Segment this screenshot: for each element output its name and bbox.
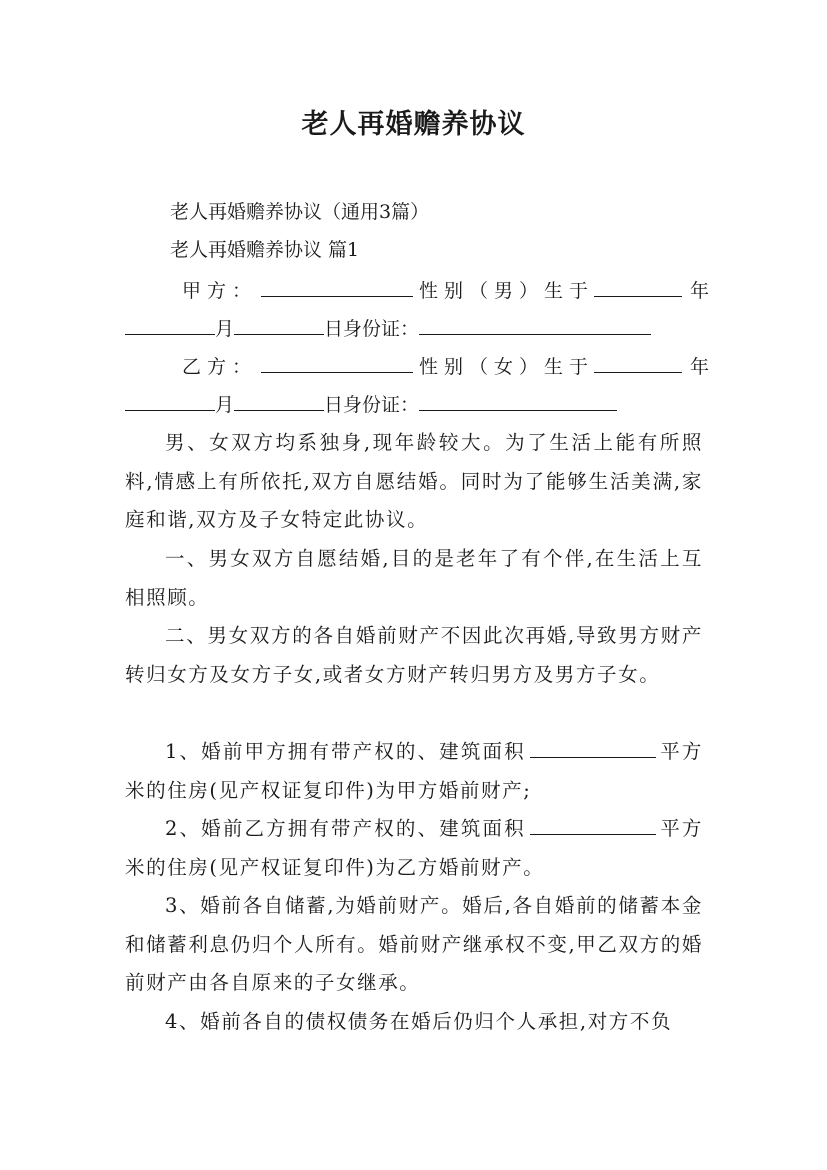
party-b-line-2 (125, 392, 617, 417)
party-a-month-blank (125, 316, 215, 335)
party-a-gender: 性别（男）生于 (419, 280, 595, 302)
party-a-day-blank (234, 316, 324, 335)
paragraph-item-1 (125, 733, 703, 810)
party-b-line-1 (182, 354, 709, 379)
paragraph-intro: 男、女双方均系独身,现年龄较大。为了生活上能有所照料,情感上有所依托,双方自愿结婚。同时为了能够生活美满,家庭和谐,双方及子女特定此协议。 (125, 431, 703, 531)
paragraph-item-2 (125, 810, 703, 887)
party-b-year-label: 年 (690, 356, 710, 378)
item-1-area-blank (530, 739, 656, 758)
party-a-year-label: 年 (690, 280, 710, 302)
party-a-label: 甲方： (182, 280, 258, 302)
paragraph-clause-1: 一、男女双方自愿结婚,目的是老年了有个伴,在生活上互相照顾。 (125, 547, 703, 609)
paragraph-item-3: 3、婚前各自储蓄,为婚前财产。婚后,各自婚前的储蓄本金和储蓄利息仍归个人所有。婚前财产继承权不变,甲乙双方的婚前财产由各自原来的子女继承。 (125, 894, 703, 994)
party-b-day-blank (234, 392, 324, 411)
document-title: 老人再婚赡养协议 (301, 109, 526, 140)
party-b-id-blank (419, 392, 617, 411)
party-b-id-label: 日身份证： (324, 394, 420, 416)
document-subtitle: 老人再婚赡养协议（通用3篇） (170, 201, 430, 223)
item-1-text-after: 平方米的住房(见产权证复印件)为甲方婚前财产; (125, 740, 704, 802)
party-b-month-blank (125, 392, 215, 411)
party-a-line-1 (182, 278, 709, 303)
party-b-gender: 性别（女）生于 (419, 356, 595, 378)
paragraph-item-4: 4、婚前各自的债权债务在婚后仍归个人承担,对方不负 (165, 1010, 673, 1033)
item-1-text-before: 1、婚前甲方拥有带产权的、建筑面积 (165, 740, 526, 763)
party-a-line-2 (125, 316, 651, 341)
item-2-text-before: 2、婚前乙方拥有带产权的、建筑面积 (165, 817, 526, 840)
party-a-year-blank (594, 278, 682, 297)
section-heading: 老人再婚赡养协议 篇1 (170, 239, 360, 261)
party-b-label: 乙方： (182, 356, 258, 378)
item-2-text-after: 平方米的住房(见产权证复印件)为乙方婚前财产。 (125, 817, 704, 879)
party-a-id-blank (419, 316, 651, 335)
paragraph-clause-2: 二、男女双方的各自婚前财产不因此次再婚,导致男方财产转归女方及女方子女,或者女方财产转归男方及男方子女。 (125, 624, 703, 686)
item-2-area-blank (530, 816, 656, 835)
party-b-month-label: 月 (215, 394, 235, 416)
party-b-name-blank (261, 354, 413, 373)
party-b-year-blank (594, 354, 682, 373)
party-a-name-blank (261, 278, 413, 297)
party-a-month-label: 月 (215, 318, 235, 340)
party-a-id-label: 日身份证： (324, 318, 420, 340)
